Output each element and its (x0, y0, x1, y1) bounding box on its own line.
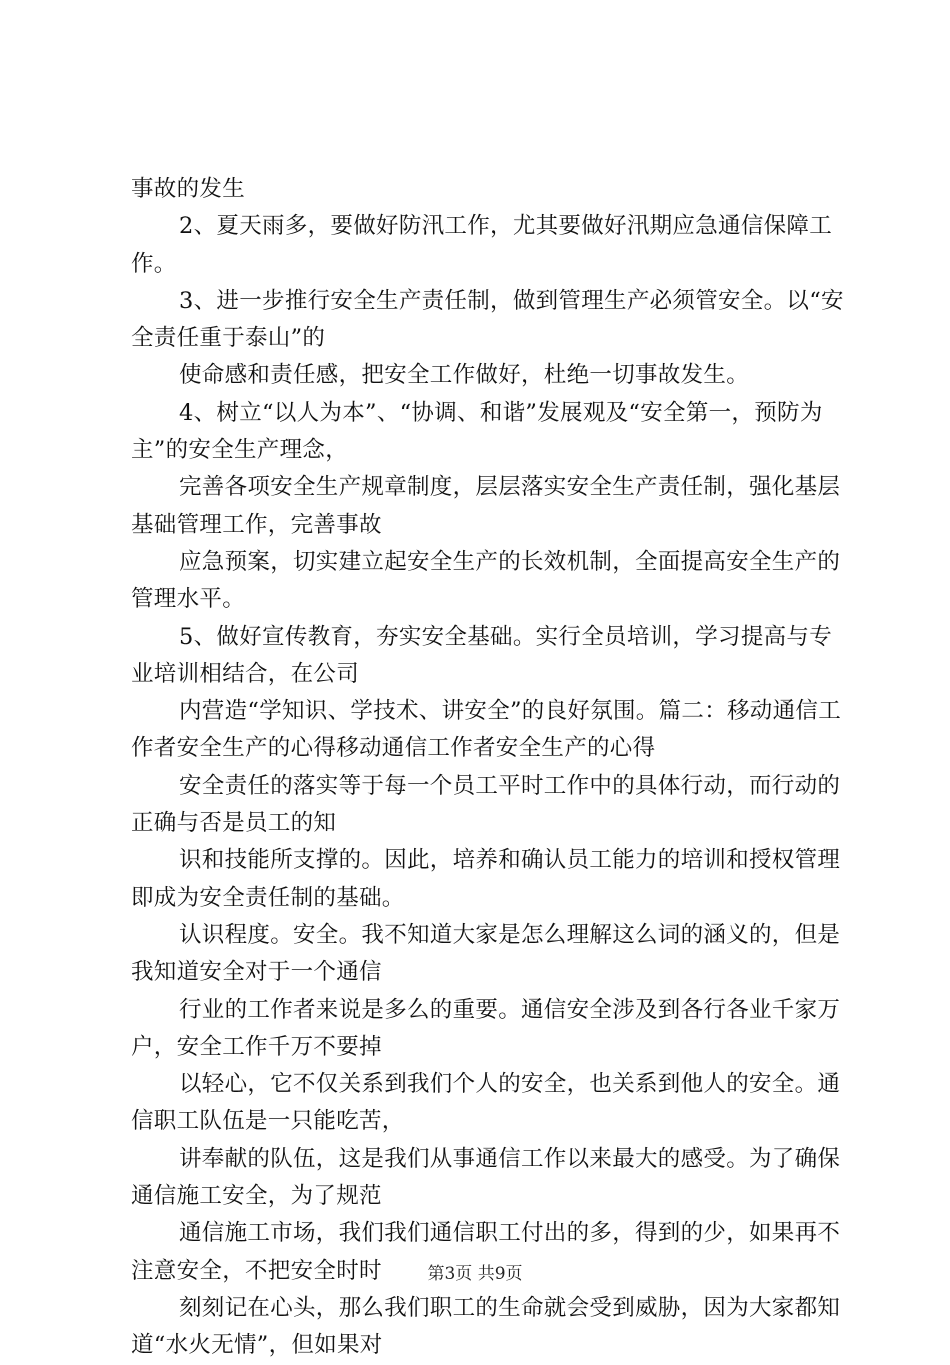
paragraph: 完善各项安全生产规章制度，层层落实安全生产责任制，强化基层基础管理工作，完善事故 (131, 474, 841, 538)
paragraph: 内营造“学知识、学技术、讲安全”的良好氛围。篇二：移动通信工作者安全生产的心得移动通信工作者安全生产的心得 (131, 698, 842, 762)
paragraph: 应急预案，切实建立起安全生产的长效机制，全面提高安全生产的管理水平。 (131, 548, 841, 613)
paragraph: 使命感和责任感，把安全工作做好，杜绝一切事故发生。 (179, 362, 750, 389)
paragraph: 2、夏天雨多，要做好防汛工作，尤其要做好汛期应急通信保障工作。 (131, 213, 833, 277)
page-number-footer: 第3页 共9页 (427, 1264, 523, 1284)
paragraph: 认识程度。安全。我不知道大家是怎么理解这么词的涵义的，但是我知道安全对于一个通信 (131, 921, 841, 986)
paragraph: 5、做好宣传教育，夯实安全基础。实行全员培训，学习提高与专业培训相结合，在公司 (131, 623, 833, 687)
paragraph: 事故的发生 (131, 176, 246, 202)
paragraph: 识和技能所支撑的。因此，培养和确认员工能力的培训和授权管理即成为安全责任制的基础。 (131, 847, 841, 911)
document-body (131, 171, 846, 1365)
paragraph: 刻刻记在心头，那么我们职工的生命就会受到威胁，因为大家都知道“水火无情”，但如果对 (131, 1294, 841, 1359)
paragraph: 通信施工市场，我们我们通信职工付出的多，得到的少，如果再不注意安全，不把安全时时 (131, 1220, 841, 1284)
paragraph: 安全责任的落实等于每一个员工平时工作中的具体行动，而行动的正确与否是员工的知 (131, 772, 841, 837)
paragraph: 行业的工作者来说是多么的重要。通信安全涉及到各行各业千家万户，安全工作千万不要掉 (131, 996, 841, 1060)
paragraph: 3、进一步推行安全生产责任制，做到管理生产必须管安全。以“安全责任重于泰山”的 (131, 287, 844, 352)
paragraph: 讲奉献的队伍，这是我们从事通信工作以来最大的感受。为了确保通信施工安全，为了规范 (131, 1145, 841, 1210)
paragraph: 以轻心，它不仅关系到我们个人的安全，也关系到他人的安全。通信职工队伍是一只能吃苦， (131, 1071, 841, 1135)
paragraph: 4、树立“以人为本”、“协调、和谐”发展观及“安全第一，预防为主”的安全生产理念， (131, 399, 823, 464)
